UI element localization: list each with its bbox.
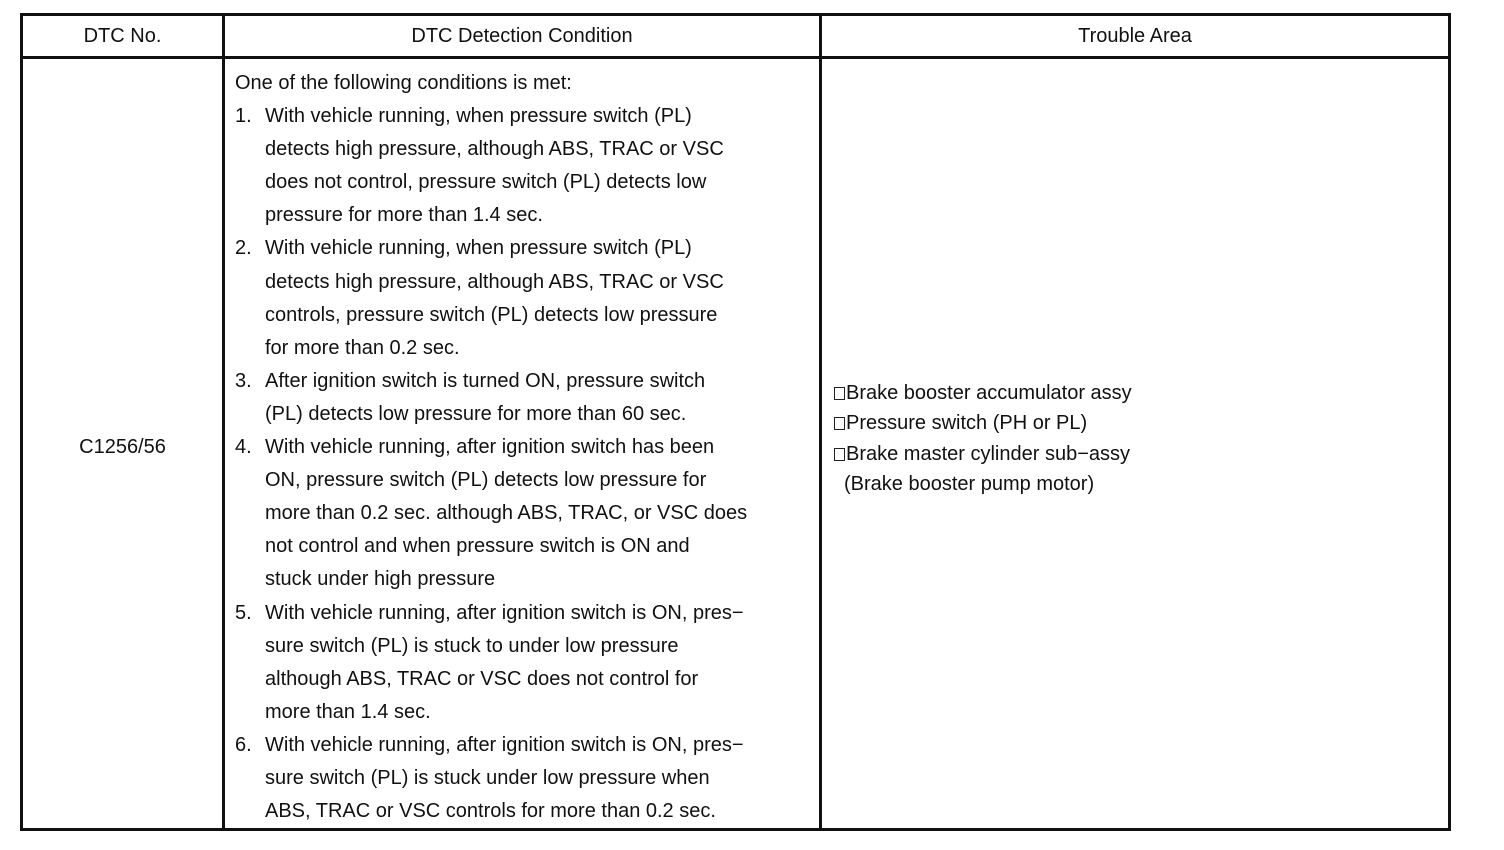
condition-number: 3.	[235, 369, 252, 392]
condition-number: 4.	[235, 436, 252, 459]
condition-list	[235, 100, 813, 828]
table-row	[22, 58, 1450, 830]
list-item	[834, 408, 1448, 439]
header-trouble-area: Trouble Area	[821, 15, 1450, 58]
condition-text: After ignition switch is turned ON, pressure switch (PL) detects low pressure for more than 60 sec.	[265, 369, 706, 425]
trouble-area-cell	[821, 58, 1450, 830]
checkbox-square-icon	[834, 448, 845, 461]
header-detection-condition: DTC Detection Condition	[224, 15, 821, 58]
checkbox-square-icon	[834, 387, 845, 400]
dtc-table	[20, 13, 1451, 831]
trouble-area-text: Brake master cylinder sub−assy	[846, 442, 1131, 465]
list-item	[834, 439, 1448, 470]
list-item	[235, 232, 813, 364]
condition-number: 2.	[235, 237, 252, 260]
list-item	[235, 597, 813, 729]
list-item	[235, 365, 813, 431]
condition-number: 1.	[235, 105, 252, 128]
detection-condition-cell	[224, 58, 821, 830]
condition-text: With vehicle running, after ignition switch is ON, pres− sure switch (PL) is stuck under low pressure when ABS, TRAC or VSC controls for more than 0.2 sec.	[265, 733, 744, 823]
condition-number: 6.	[235, 733, 252, 756]
trouble-area-text: Brake booster accumulator assy	[846, 381, 1132, 404]
condition-number: 5.	[235, 601, 252, 624]
condition-text: With vehicle running, when pressure switch (PL) detects high pressure, although ABS, TRAC or VSC does not control, pressure switch (PL) detects low pressure for more than 1.4 sec.	[265, 105, 724, 227]
condition-text: With vehicle running, after ignition switch has been ON, pressure switch (PL) detects low pressure for more than 0.2 sec. although ABS, TRAC, or VSC does not control and when pressure switch is ON and stuck under high pressure	[265, 436, 748, 591]
condition-text: With vehicle running, when pressure switch (PL) detects high pressure, although ABS, TRAC or VSC controls, pressure switch (PL) detects low pressure for more than 0.2 sec.	[265, 237, 724, 359]
trouble-area-list	[834, 378, 1448, 470]
header-row	[22, 15, 1450, 58]
condition-intro: One of the following conditions is met:	[235, 72, 572, 94]
trouble-area-text: Pressure switch (PH or PL)	[846, 412, 1088, 435]
list-item	[235, 100, 813, 232]
dtc-code-cell: C1256/56	[22, 58, 224, 830]
trouble-area-subnote: (Brake booster pump motor)	[844, 473, 1095, 496]
list-item	[834, 378, 1448, 409]
list-item	[235, 431, 813, 596]
condition-text: With vehicle running, after ignition switch is ON, pres− sure switch (PL) is stuck to under low pressure although ABS, TRAC or VSC does not control for more than 1.4 sec.	[265, 601, 744, 723]
checkbox-square-icon	[834, 417, 845, 430]
header-dtc-no: DTC No.	[22, 15, 224, 58]
list-item	[235, 729, 813, 828]
